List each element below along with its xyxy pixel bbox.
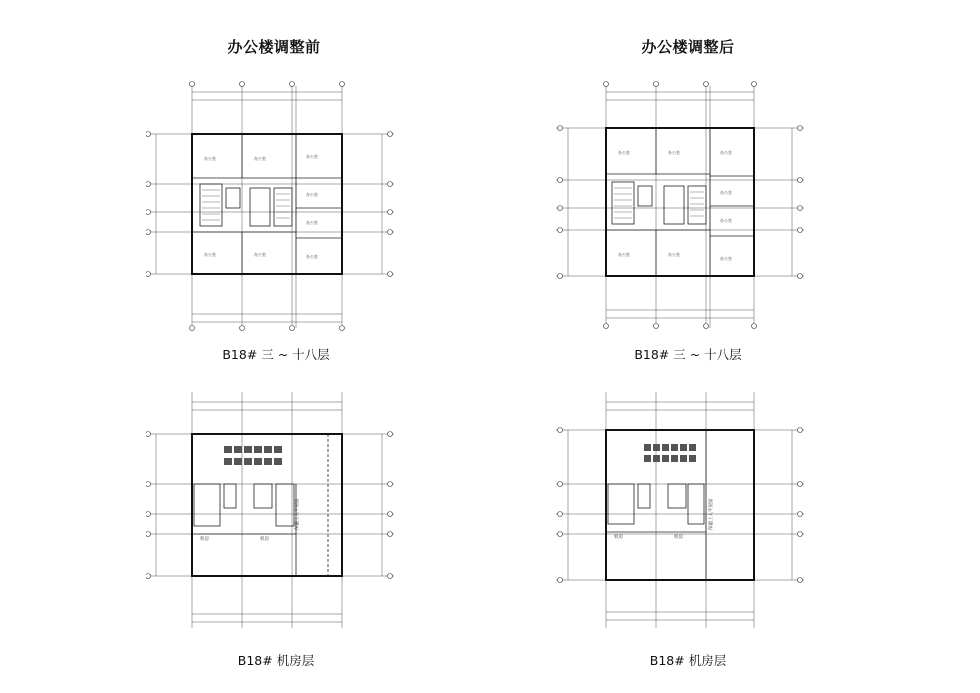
plan-drawing (146, 78, 396, 338)
svg-text:办公室: 办公室 (254, 156, 266, 161)
caption-typical-before: B18# 三 ~ 十八层 (222, 347, 330, 362)
caption-roof-after: B18# 机房层 (649, 653, 727, 668)
svg-text:保温上人平屋面: 保温上人平屋面 (295, 498, 300, 530)
caption-typical-after: B18# 三 ~ 十八层 (634, 347, 742, 362)
svg-text:办公室: 办公室 (254, 252, 266, 257)
svg-text:办公室: 办公室 (720, 218, 732, 223)
svg-text:办公室: 办公室 (720, 150, 732, 155)
svg-text:办公室: 办公室 (204, 252, 216, 257)
floor-plan-typical-after (556, 78, 806, 338)
svg-text:办公室: 办公室 (306, 220, 318, 225)
svg-text:办公室: 办公室 (720, 190, 732, 195)
svg-text:机房: 机房 (200, 537, 209, 542)
floor-plan-typical-before (146, 78, 396, 338)
svg-text:机房: 机房 (674, 535, 683, 540)
svg-text:办公室: 办公室 (668, 150, 680, 155)
svg-text:机房: 机房 (614, 535, 623, 540)
floor-plan-machine-before (146, 388, 396, 638)
svg-text:办公室: 办公室 (306, 192, 318, 197)
svg-text:机房: 机房 (260, 537, 269, 542)
plan-drawing (146, 388, 396, 638)
caption-roof-before: B18# 机房层 (237, 653, 315, 668)
svg-text:办公室: 办公室 (204, 156, 216, 161)
svg-text:保温上人平屋面: 保温上人平屋面 (709, 498, 714, 530)
floor-plan-machine-after (556, 388, 806, 638)
title-before: 办公楼调整前 (227, 38, 321, 56)
svg-text:办公室: 办公室 (306, 254, 318, 259)
svg-text:办公室: 办公室 (618, 252, 630, 257)
title-after: 办公楼调整后 (641, 38, 735, 56)
svg-text:办公室: 办公室 (668, 252, 680, 257)
svg-text:办公室: 办公室 (720, 256, 732, 261)
plan-drawing (556, 78, 806, 338)
svg-text:办公室: 办公室 (618, 150, 630, 155)
plan-drawing (556, 388, 806, 638)
svg-text:办公室: 办公室 (306, 154, 318, 159)
